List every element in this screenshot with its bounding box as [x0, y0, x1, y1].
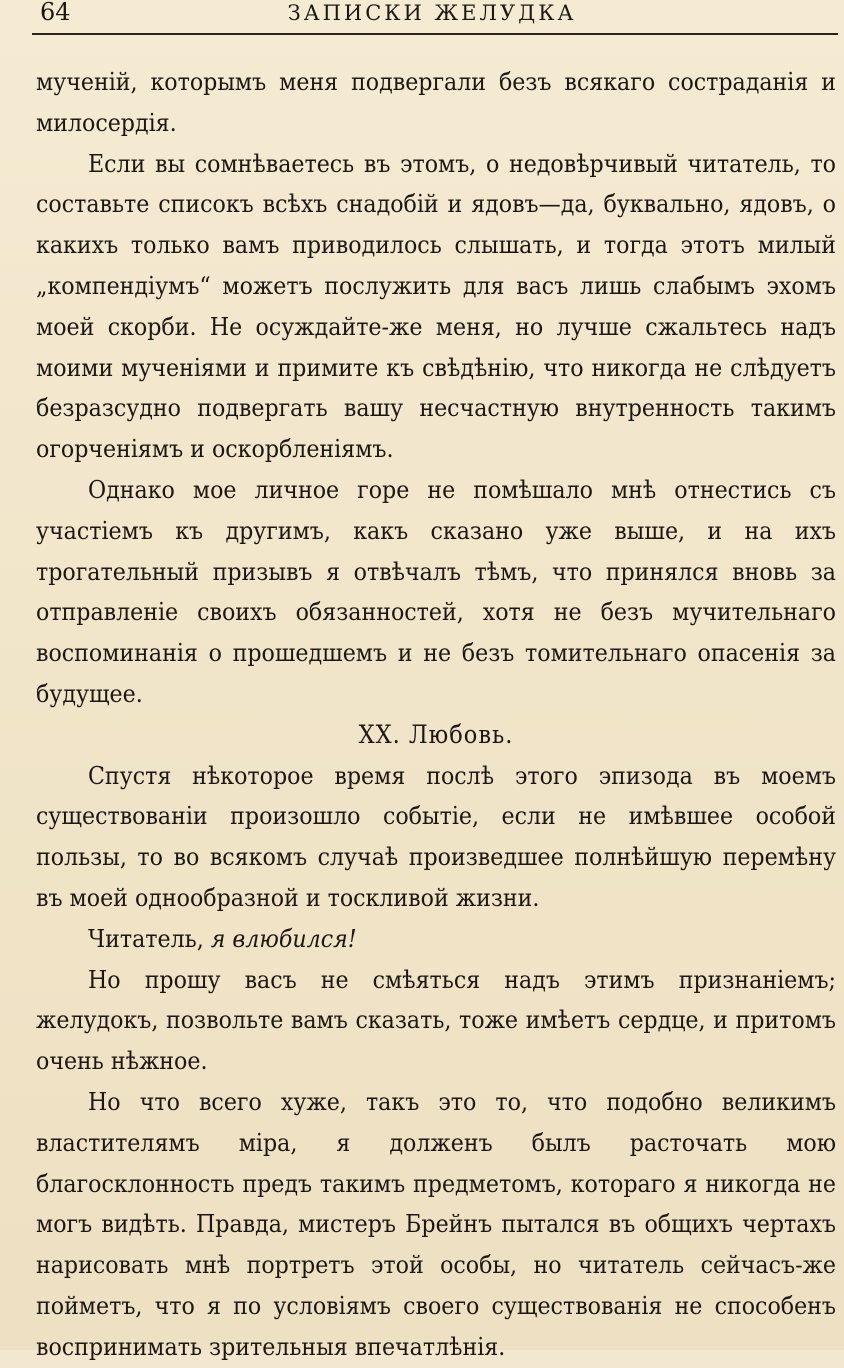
- paragraph: Спустя нѣкоторое время послѣ этого эпизода въ моемъ существованіи произошло событіе, если не имѣвшее особой пользы, то во всякомъ случаѣ произведшее полнѣйшую перемѣну въ моей однообразной и тоскливой жизни.: [36, 760, 836, 912]
- running-head: [32, 0, 832, 30]
- running-title: ЗАПИСКИ ЖЕЛУДКА: [287, 1, 577, 25]
- header-rule: [32, 33, 838, 35]
- paragraph-lead: Читатель,: [88, 923, 211, 953]
- italic-exclamation: я влюбился!: [210, 923, 357, 953]
- chapter-heading: XX. Любовь.: [358, 719, 514, 749]
- page-number: 64: [40, 0, 71, 26]
- body-text: [36, 62, 836, 1368]
- paragraph: Но прошу васъ не смѣяться надъ этимъ признаніемъ; желудокъ, позвольте вамъ сказать, тоже имѣетъ сердце, и притомъ очень нѣжное.: [36, 964, 836, 1076]
- paragraph: Однако мое личное горе не помѣшало мнѣ отнестись съ участіемъ къ другимъ, какъ сказано уже выше, и на ихъ трогательный призывъ я отвѣчалъ тѣмъ, что принялся вновь за отправленіе своихъ обязанностей, хотя не безъ мучительнаго воспоминанія о прошедшемъ и не безъ томительнаго опасенія за будущее.: [36, 474, 836, 708]
- paragraph-continued: мученій, которымъ меня подвергали безъ всякаго состраданія и милосердія.: [36, 67, 836, 137]
- paragraph: Если вы сомнѣваетесь въ этомъ, о недовѣрчивый читатель, то составьте списокъ всѣхъ снадобій и ядовъ—да, буквально, ядовъ, о какихъ только вамъ приводилось слышать, и тогда этотъ милый „компендіумъ“ можетъ послужить для васъ лишь слабымъ эхомъ моей скорби. Не осуждайте-же меня, но лучше сжальтесь надъ моими мученіями и примите къ свѣдѣнію, что никогда не слѣдуетъ безразсудно подвергать вашу несчастную внутренность такимъ огорченіямъ и оскорбленіямъ.: [36, 148, 836, 464]
- paragraph: [36, 919, 836, 960]
- paragraph: Но что всего хуже, такъ это то, что подобно великимъ властителямъ міра, я долженъ былъ расточать мою благосклонность предъ такимъ предметомъ, котораго я никогда не могъ видѣть. Правда, мистеръ Брейнъ пытался въ общихъ чертахъ нарисовать мнѣ портретъ этой особы, но читатель сейчасъ-же пойметъ, что я по условіямъ своего существованія не способенъ воспринимать зрительныя впечатлѣнія.: [36, 1086, 836, 1361]
